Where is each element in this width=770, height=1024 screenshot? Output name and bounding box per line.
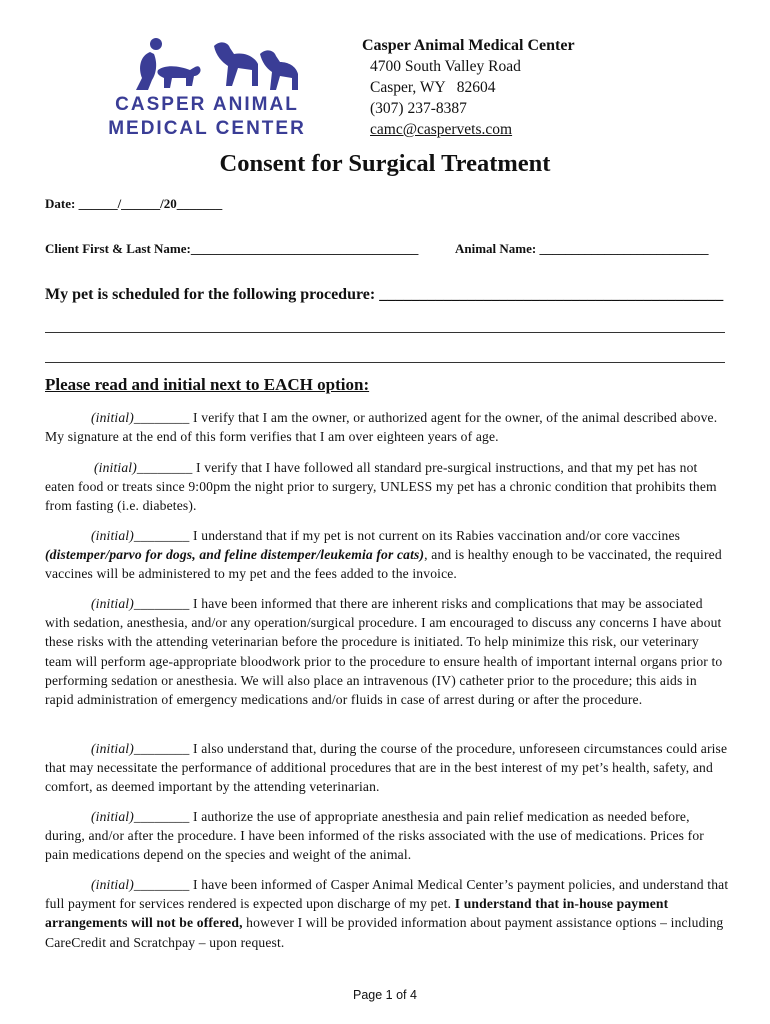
logo-text-line2: MEDICAL CENTER [108, 118, 306, 139]
clinic-phone: (307) 237-8387 [370, 100, 467, 117]
initial-field[interactable]: (initial)________ [91, 596, 190, 611]
vaccine-list-emphasis: (distemper/parvo for dogs, and feline distemper/leukemia for cats) [45, 547, 425, 563]
initial-field[interactable]: (initial)________ [91, 528, 190, 543]
paragraph-text: I have been informed of Casper Animal Medical Center’s payment policies, and understand that full payment for services rendered is expected upon discharge of my pet. [45, 877, 729, 912]
initial-field[interactable]: (initial)________ [91, 410, 190, 425]
document-title: Consent for Surgical Treatment [219, 150, 551, 177]
clinic-address-1: 4700 South Valley Road [370, 58, 521, 75]
consent-paragraph-medication [45, 807, 729, 865]
payment-policy-emphasis: I understand that in-house payment arrangements will not be offered, [45, 896, 669, 931]
animals-logo-icon [96, 34, 318, 96]
page-number: Page 1 of 4 [353, 988, 417, 1002]
procedure-line-2[interactable] [45, 332, 725, 333]
paragraph-text: I have been informed that there are inherent risks and complications that may be associated with sedation, anesthesia, and/or any operation/surgical procedure. I am encouraged to discuss any concerns I have about these risks with the attending veterinarian before the procedure is initiated. To help minimize this risk, our veterinary team will perform age-appropriate bloodwork prior to the procedure to ensure health of important internal organs prior to performing sedation or anesthesia. We will also place an intravenous (IV) catheter prior to the procedure; this aids in rapid administration of emergency medications and/or fluids in case of arrest during or after the procedure. [45, 596, 723, 708]
paragraph-text: however I will be provided information about payment assistance options – including CareCredit and Scratchpay – upon request. [45, 915, 724, 950]
clinic-email-link[interactable]: camc@caspervets.com [370, 121, 513, 138]
clinic-address-2: Casper, WY 82604 [370, 79, 496, 96]
animal-name-field[interactable]: Animal Name: __________________________ [455, 241, 709, 256]
paragraph-text: I also understand that, during the course of the procedure, unforeseen circumstances could arise that may necessitate the performance of additional procedures that are in the best interest of my pet’s health, safety, and comfort, as deemed important by the attending veterinarian. [45, 741, 728, 795]
client-name-field[interactable]: Client First & Last Name:___________________________________ [45, 241, 419, 256]
paragraph-text: , and is healthy enough to be vaccinated, the required vaccines will be administered to my pet and the fees added to the invoice. [45, 547, 722, 582]
paragraph-text: I understand that if my pet is not current on its Rabies vaccination and/or core vaccines [189, 528, 681, 543]
initial-field[interactable]: (initial)________ [91, 877, 190, 892]
paragraph-text: I verify that I am the owner, or authorized agent for the owner, of the animal described above. My signature at the end of this form verifies that I am over eighteen years of age. [45, 410, 718, 445]
logo-text-line1: CASPER ANIMAL [115, 94, 299, 115]
procedure-field[interactable]: My pet is scheduled for the following procedure: ___________________________________________ [45, 286, 724, 303]
consent-paragraph-additional-procedures [45, 739, 729, 797]
initial-field[interactable]: (initial)________ [91, 809, 190, 824]
consent-paragraph-vaccines [45, 526, 729, 584]
consent-paragraph-payment [45, 875, 729, 952]
procedure-line-3[interactable] [45, 362, 725, 363]
clinic-logo [96, 34, 318, 142]
date-field[interactable]: Date: ______/______/20_______ [45, 196, 223, 211]
paragraph-text: I authorize the use of appropriate anesthesia and pain relief medication as needed before, during, and/or after the procedure. I have been informed of the risks associated with the use of medications. Prices for pain medications depend on the species and weight of the animal. [45, 809, 704, 863]
consent-paragraph-risks [45, 594, 729, 709]
consent-paragraph-owner [45, 408, 729, 446]
initial-field[interactable]: (initial)________ [91, 741, 190, 756]
consent-paragraph-fasting [45, 458, 729, 516]
clinic-name: Casper Animal Medical Center [362, 37, 575, 54]
initial-field[interactable]: (initial)________ [94, 460, 193, 475]
instructions-heading: Please read and initial next to EACH option: [45, 375, 370, 394]
clinic-info [362, 35, 575, 140]
paragraph-text: I verify that I have followed all standard pre-surgical instructions, and that my pet has not eaten food or treats since 9:00pm the night prior to surgery, UNLESS my pet has a chronic condition that prohibits them from fasting (i.e. diabetes). [45, 460, 717, 514]
